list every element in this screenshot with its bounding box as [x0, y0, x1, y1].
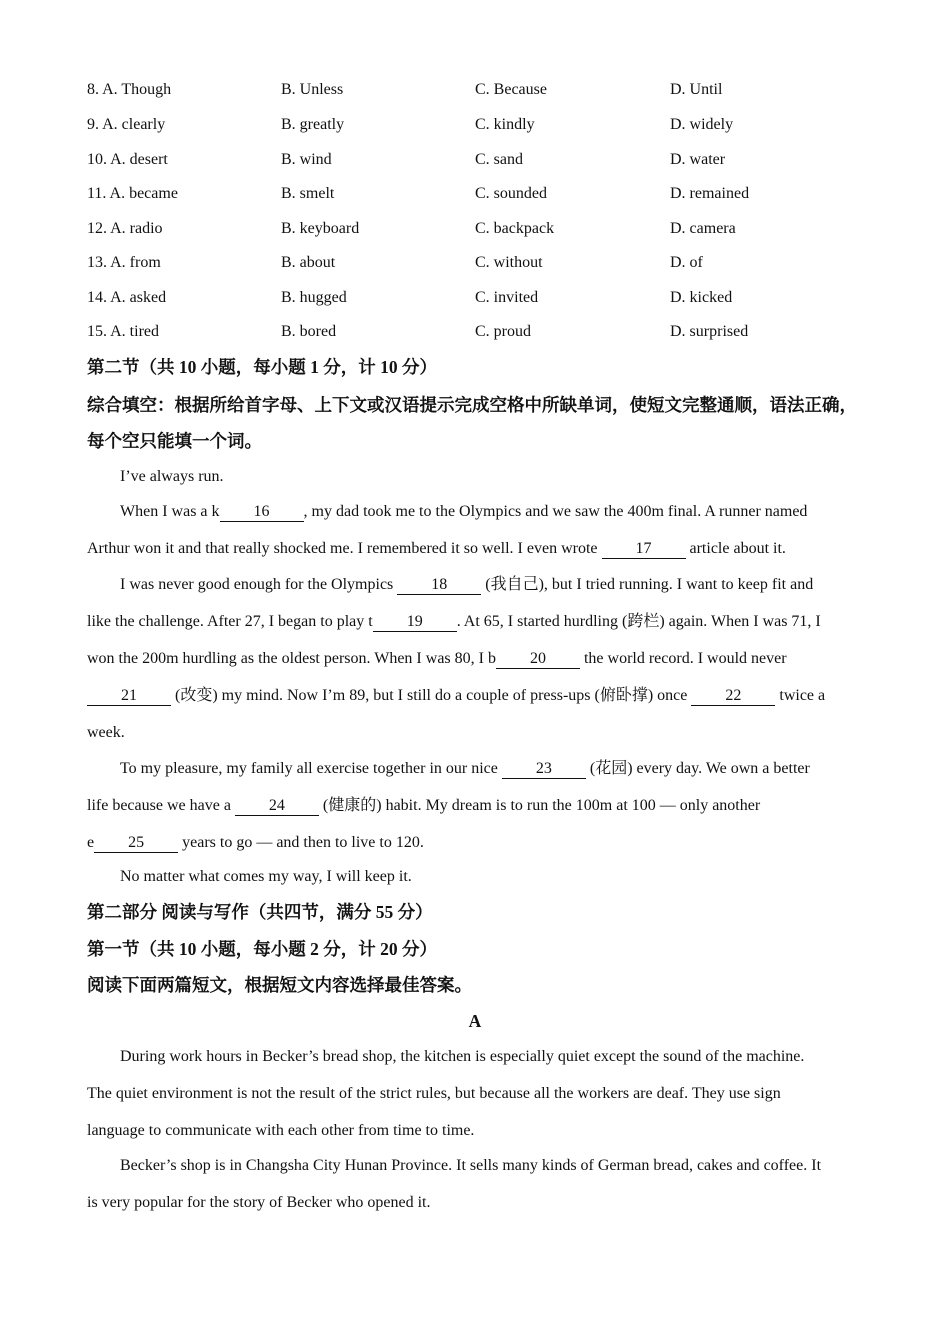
option-b: B. greatly: [281, 116, 345, 133]
option-b: B. about: [281, 254, 336, 271]
option-d: D. surprised: [670, 323, 749, 340]
section-instruction: 阅读下面两篇短文，根据短文内容选择最佳答案。: [87, 975, 472, 995]
text: Arthur won it and that really shocked me. I remembered it so well. I even wrote: [87, 540, 602, 557]
text: (我自己), but I tried running. I want to keep fit and: [481, 576, 814, 593]
option-a: 11. A. became: [87, 185, 178, 202]
reading-a-p2: [87, 1147, 863, 1221]
text: is very popular for the story of Becker who opened it.: [87, 1194, 431, 1211]
option-d: D. of: [670, 254, 703, 271]
section-instruction: 综合填空：根据所给首字母、上下文或汉语提示完成空格中所缺单词，使短文完整通顺，语法正确，每个空只能填一个词。: [87, 395, 857, 451]
text: When I was a k: [120, 503, 220, 520]
answer-blank-17[interactable]: 17: [602, 540, 686, 559]
option-a: 10. A. desert: [87, 151, 168, 168]
text: , my dad took me to the Olympics and we saw the 400m final. A runner named: [303, 503, 808, 520]
passage-p3: [87, 566, 863, 751]
option-c: C. Because: [475, 81, 547, 98]
option-a: 12. A. radio: [87, 220, 163, 237]
text: like the challenge. After 27, I began to play t: [87, 613, 373, 630]
text: . At 65, I started hurdling (跨栏) again. When I was 71, I: [456, 613, 821, 630]
option-c: C. kindly: [475, 116, 535, 133]
text: won the 200m hurdling as the oldest person. When I was 80, I b: [87, 650, 496, 667]
option-b: B. Unless: [281, 81, 344, 98]
text: language to communicate with each other from time to time.: [87, 1122, 475, 1139]
option-a: 8. A. Though: [87, 81, 172, 98]
option-d: D. widely: [670, 116, 734, 133]
option-row-13: [87, 252, 863, 274]
option-row-10: [87, 149, 863, 171]
passage-p2: [87, 493, 863, 567]
text: To my pleasure, my family all exercise together in our nice: [120, 760, 502, 777]
option-c: C. invited: [475, 289, 539, 306]
option-a: 13. A. from: [87, 254, 161, 271]
passage-p5: No matter what comes my way, I will keep it.: [120, 868, 412, 885]
answer-blank-22[interactable]: 22: [691, 687, 775, 706]
option-a: 9. A. clearly: [87, 116, 166, 133]
option-row-9: [87, 114, 863, 136]
answer-blank-16[interactable]: 16: [220, 503, 304, 522]
answer-blank-25[interactable]: 25: [94, 834, 178, 853]
text: life because we have a: [87, 797, 235, 814]
option-c: C. proud: [475, 323, 531, 340]
text: (健康的) habit. My dream is to run the 100m at 100 — only another: [318, 797, 761, 814]
option-row-14: [87, 287, 863, 309]
section-heading: 第一节（共 10 小题，每小题 2 分，计 20 分）: [87, 939, 437, 959]
option-c: C. without: [475, 254, 543, 271]
passage-p4: [87, 750, 863, 861]
option-d: D. camera: [670, 220, 736, 237]
section-heading: 第二节（共 10 小题，每小题 1 分，计 10 分）: [87, 357, 437, 377]
option-c: C. sounded: [475, 185, 547, 202]
option-d: D. water: [670, 151, 726, 168]
passage-title: A: [468, 1011, 482, 1031]
passage-p1: I’ve always run.: [120, 468, 224, 485]
answer-blank-24[interactable]: 24: [235, 797, 319, 816]
option-row-12: [87, 218, 863, 240]
text: (改变) my mind. Now I’m 89, but I still do a couple of press-ups (俯卧撑) once: [171, 687, 692, 704]
text: the world record. I would never: [579, 650, 787, 667]
text: article about it.: [685, 540, 786, 557]
text: I was never good enough for the Olympics: [120, 576, 398, 593]
text: During work hours in Becker’s bread shop, the kitchen is especially quiet except the sound of the machine.: [120, 1048, 805, 1065]
answer-blank-21[interactable]: 21: [87, 687, 171, 706]
text: Becker’s shop is in Changsha City Hunan Province. It sells many kinds of German bread, cakes and coffee. It: [120, 1157, 822, 1174]
answer-blank-18[interactable]: 18: [397, 576, 481, 595]
option-row-15: [87, 321, 863, 343]
option-b: B. bored: [281, 323, 337, 340]
option-b: B. hugged: [281, 289, 347, 306]
option-b: B. smelt: [281, 185, 335, 202]
text: The quiet environment is not the result of the strict rules, but because all the workers are deaf. They use sign: [87, 1085, 781, 1102]
option-d: D. remained: [670, 185, 750, 202]
answer-blank-23[interactable]: 23: [502, 760, 586, 779]
option-a: 15. A. tired: [87, 323, 159, 340]
text: years to go — and then to live to 120.: [178, 834, 424, 851]
part-heading: 第二部分 阅读与写作（共四节，满分 55 分）: [87, 902, 433, 922]
option-row-8: [87, 79, 863, 101]
text: twice a: [775, 687, 826, 704]
text: week.: [87, 724, 125, 741]
option-row-11: [87, 183, 863, 205]
answer-blank-20[interactable]: 20: [496, 650, 580, 669]
text: (花园) every day. We own a better: [585, 760, 810, 777]
text: e: [87, 834, 95, 851]
option-d: D. kicked: [670, 289, 733, 306]
option-b: B. keyboard: [281, 220, 360, 237]
option-a: 14. A. asked: [87, 289, 167, 306]
option-d: D. Until: [670, 81, 723, 98]
option-c: C. sand: [475, 151, 523, 168]
option-b: B. wind: [281, 151, 332, 168]
reading-a-p1: [87, 1038, 863, 1149]
option-c: C. backpack: [475, 220, 555, 237]
answer-blank-19[interactable]: 19: [373, 613, 457, 632]
